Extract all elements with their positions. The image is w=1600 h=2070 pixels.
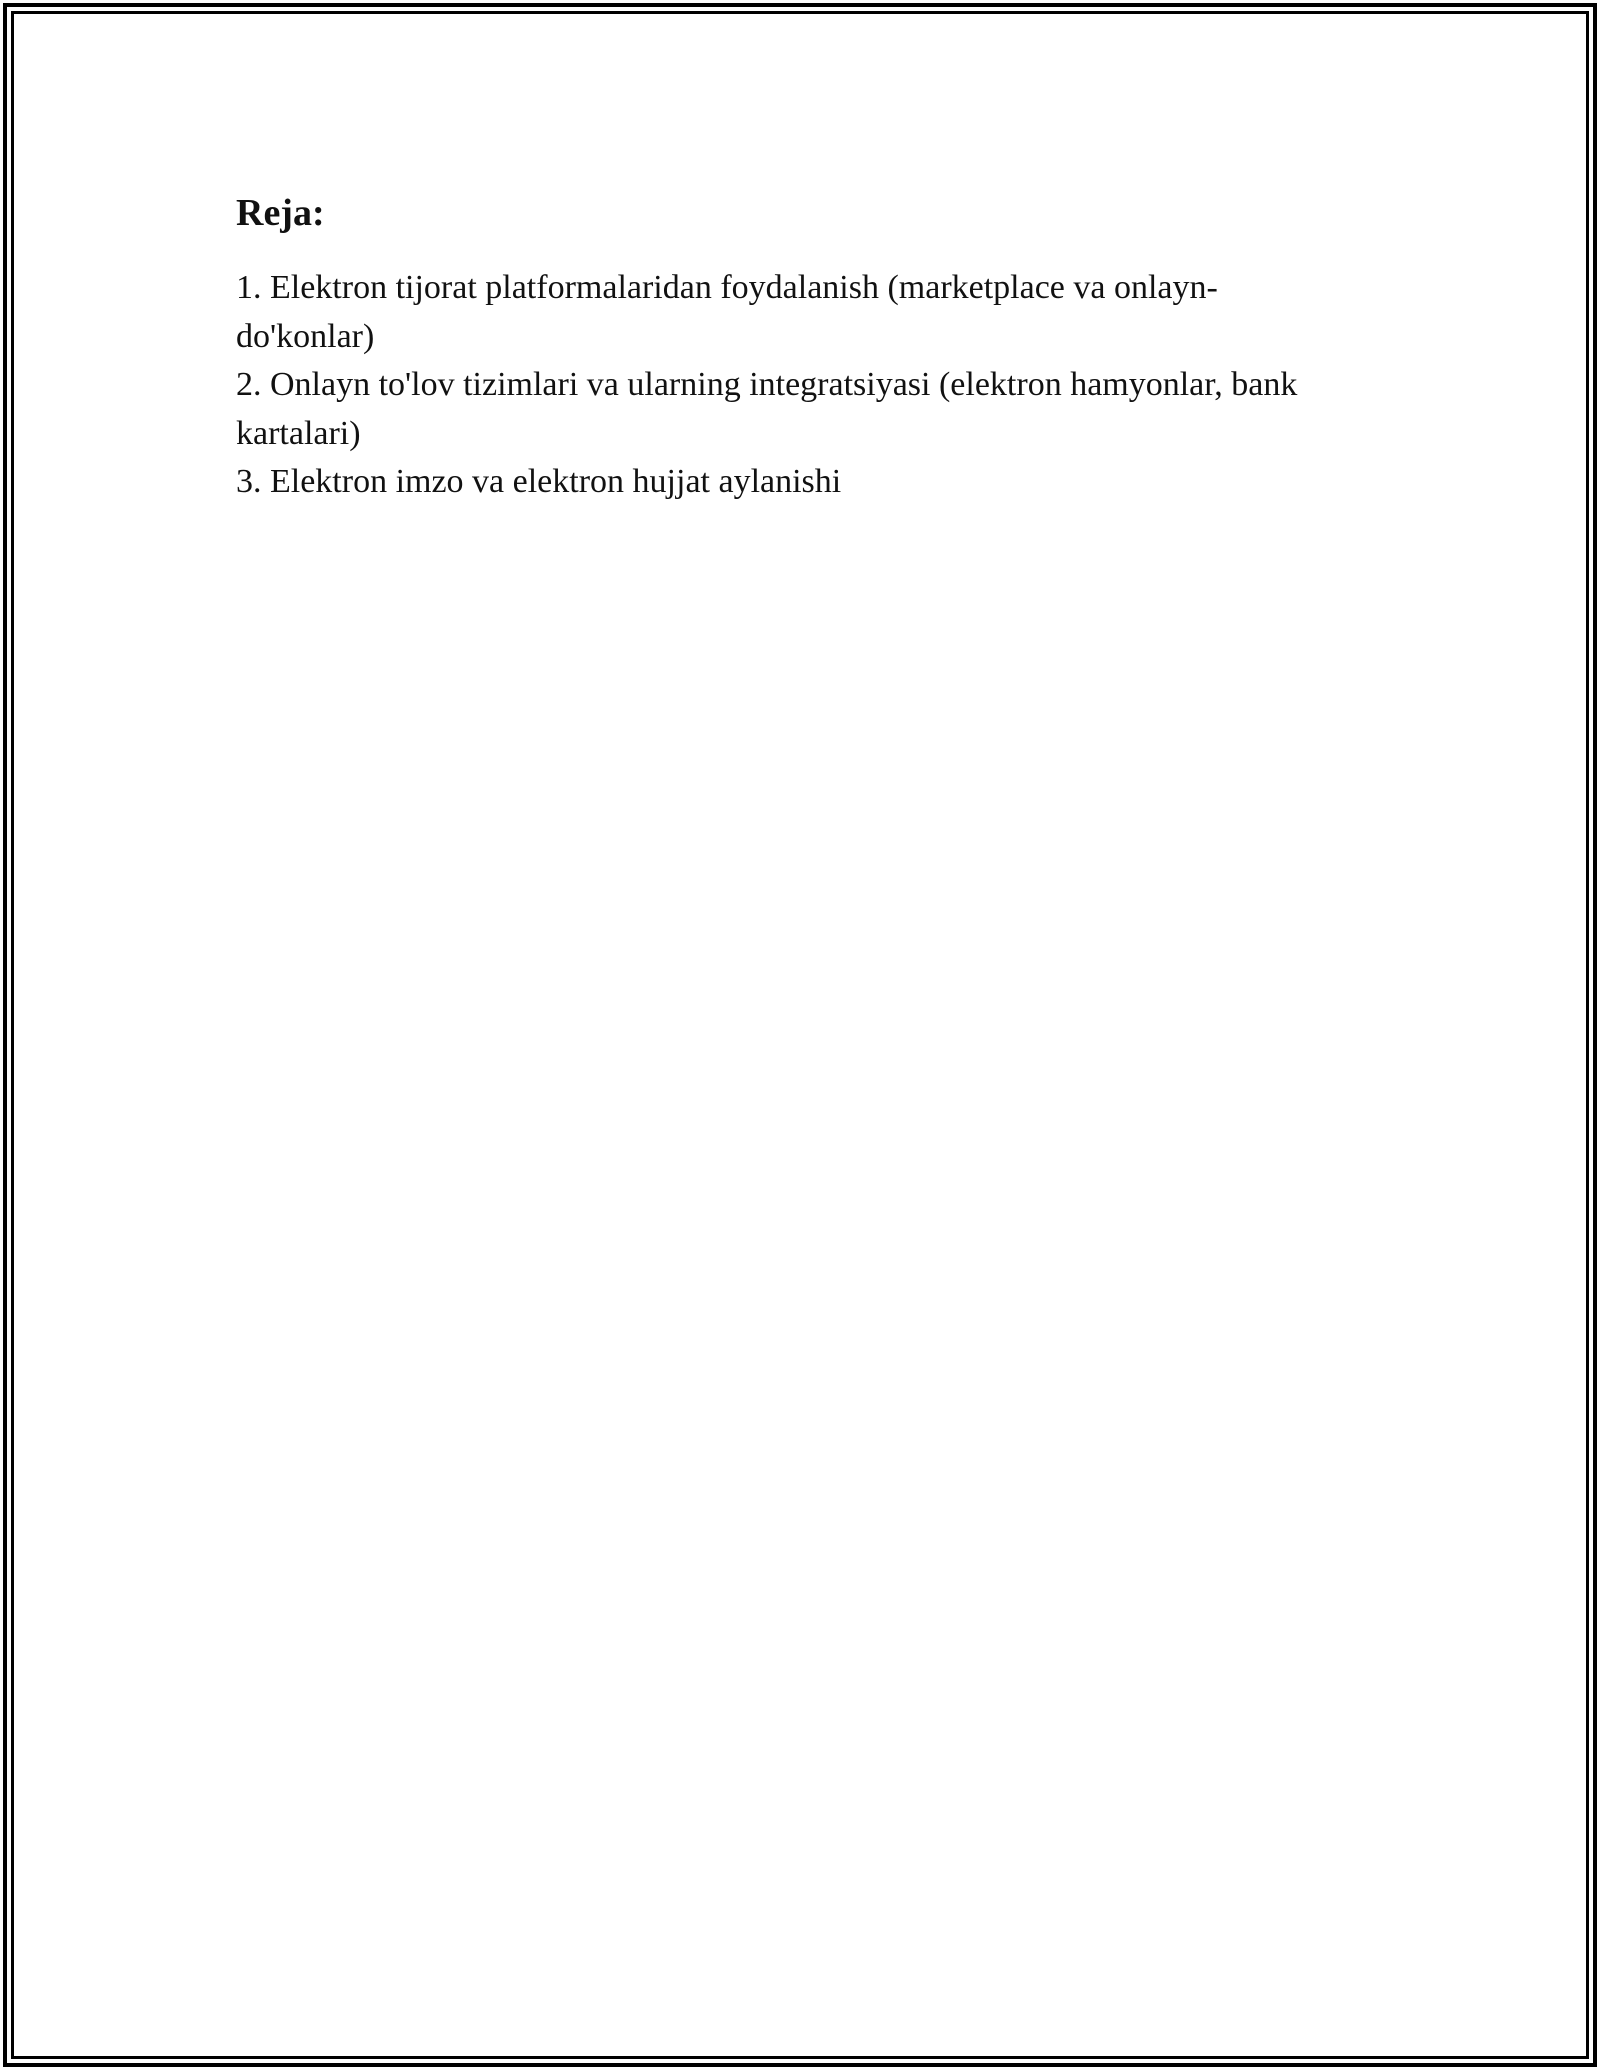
plan-item-2: 2. Onlayn to'lov tizimlari va ularning integratsiyasi (elektron hamyonlar, bank kartalari) (236, 366, 1298, 452)
plan-list (236, 264, 1346, 507)
page-title: Reja: (236, 192, 325, 234)
plan-item-1: 1. Elektron tijorat platformalaridan foydalanish (marketplace va onlayn-do'konlar) (236, 269, 1218, 355)
document-body (236, 184, 1346, 507)
plan-item-3: 3. Elektron imzo va elektron hujjat aylanishi (236, 463, 842, 500)
